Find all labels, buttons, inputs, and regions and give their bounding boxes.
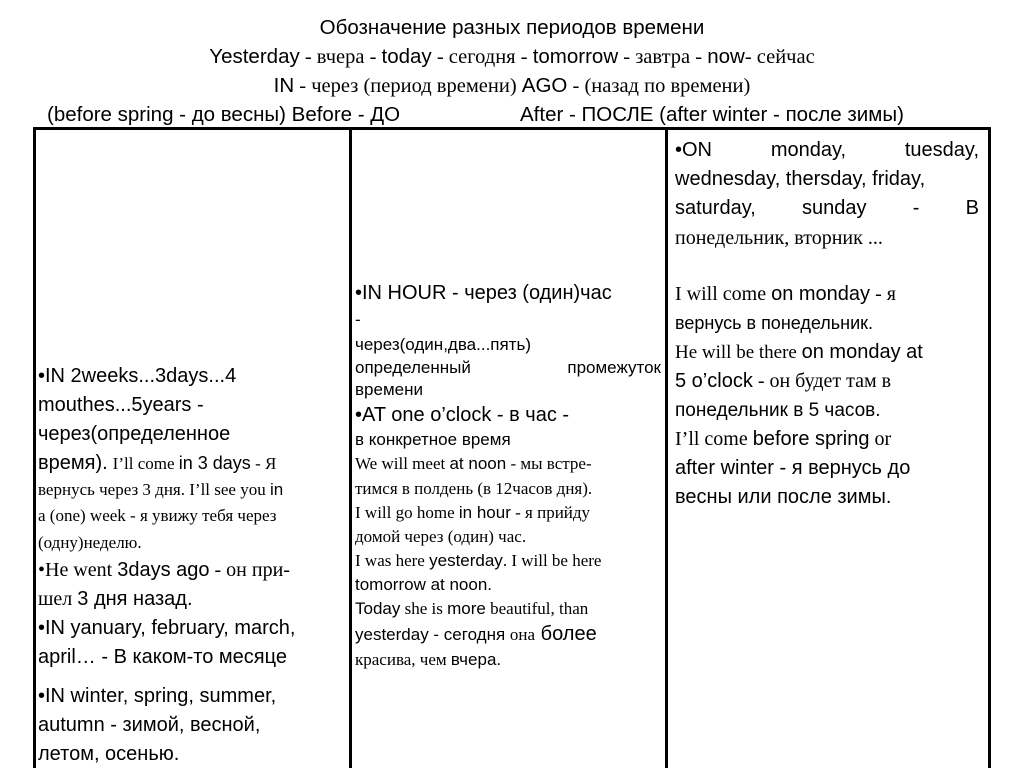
header-term: AGO xyxy=(521,74,568,97)
middle-column xyxy=(355,280,661,700)
text-segment: 3 дня назад. xyxy=(77,588,193,610)
table-right-border xyxy=(988,127,991,768)
text-segment: 3days ago xyxy=(117,559,210,581)
text-segment: - я прийду xyxy=(510,503,591,522)
right-column xyxy=(675,136,979,536)
text-segment: - Я xyxy=(250,454,277,473)
header-translation: - сегодня - xyxy=(431,46,533,68)
text-line xyxy=(38,478,348,502)
text-segment: - я xyxy=(870,283,896,305)
text-line xyxy=(675,194,979,223)
text-line: понедельник в 5 часов. xyxy=(675,400,881,421)
text-segment: вчера. xyxy=(450,650,502,669)
header-translation: - (назад по времени) xyxy=(567,75,751,97)
text-segment: I was here xyxy=(355,551,430,570)
text-segment: •He went xyxy=(38,559,118,581)
middle-bullet-in-hour xyxy=(355,280,661,401)
header-translation: - вчера - xyxy=(299,46,382,68)
table-top-border xyxy=(33,127,991,130)
text-segment: - он будет там в xyxy=(752,370,892,392)
text-segment: sunday xyxy=(802,197,867,219)
title-line xyxy=(0,13,1024,42)
text-line xyxy=(355,648,661,672)
header-term: today xyxy=(381,45,432,68)
text-segment: - сегодня xyxy=(428,625,510,644)
text-segment: - xyxy=(912,197,920,219)
text-line: mouthes...5years - xyxy=(38,394,204,416)
text-line xyxy=(38,449,348,478)
text-line: •IN yanuary, february, march, xyxy=(38,617,296,639)
text-segment: красива, чем xyxy=(355,650,451,669)
header-before-text: (before spring - до весны) Before - ДО xyxy=(47,103,401,126)
text-segment: on monday at xyxy=(801,341,923,363)
text-segment: saturday, xyxy=(675,197,756,219)
text-line: •IN 2weeks...3days...4 xyxy=(38,365,237,387)
text-segment: I will go home xyxy=(355,503,459,522)
text-line: april… - В каком-то месяце xyxy=(38,646,287,668)
text-segment: in hour xyxy=(458,503,511,522)
text-line xyxy=(38,585,348,614)
header-line-3 xyxy=(0,71,1024,101)
text-line xyxy=(355,357,661,379)
text-segment: I will come xyxy=(675,283,772,305)
left-bullet-in-period xyxy=(38,362,348,556)
text-segment: . I will be here xyxy=(502,551,602,570)
text-segment: yesterday xyxy=(355,625,429,644)
text-segment: - мы встре- xyxy=(506,454,592,473)
title-text: Обозначение разных периодов времени xyxy=(319,16,705,39)
text-line xyxy=(355,597,661,621)
text-line: (одну)неделю. xyxy=(38,533,142,552)
right-examples xyxy=(675,280,979,512)
text-line: времени xyxy=(355,380,423,399)
text-line xyxy=(355,549,661,573)
text-segment: промежуток xyxy=(567,358,661,377)
right-bullet-on-days xyxy=(675,136,979,253)
text-line: в конкретное время xyxy=(355,430,511,449)
text-line: •IN winter, spring, summer, xyxy=(38,685,277,707)
header-term: IN xyxy=(273,74,295,97)
text-segment: on monday xyxy=(771,283,871,305)
left-bullet-seasons xyxy=(38,682,348,768)
text-line xyxy=(675,136,979,165)
text-line: через(один,два...пять) xyxy=(355,335,532,354)
text-line: тимся в полдень (в 12часов дня). xyxy=(355,479,593,498)
text-line xyxy=(355,621,661,648)
text-line: wednesday, thersday, friday, xyxy=(675,168,926,190)
text-segment: •ON xyxy=(675,139,713,161)
text-segment: В xyxy=(965,197,979,219)
text-line: - xyxy=(355,310,361,329)
text-line: after winter - я вернусь до xyxy=(675,457,911,479)
text-segment: определенный xyxy=(355,358,471,377)
text-line: понедельник, вторник ... xyxy=(675,227,883,249)
text-segment: - я увижу тебя через xyxy=(125,506,277,525)
text-line: tomorrow at noon. xyxy=(355,575,493,594)
table-left-border xyxy=(33,127,36,768)
header-translation: - сейчас xyxy=(744,46,815,68)
text-line xyxy=(675,280,979,309)
text-line xyxy=(355,451,661,476)
header-term: now xyxy=(707,45,745,68)
text-line xyxy=(675,425,979,454)
text-segment: before spring xyxy=(752,428,870,450)
header-after-text: After - ПОСЛЕ (after winter - после зимы) xyxy=(520,103,904,126)
text-segment: beautiful, than xyxy=(485,599,589,618)
text-line: летом, осенью. xyxy=(38,743,180,765)
text-line: через(определенное xyxy=(38,423,231,445)
text-segment: вернусь через 3 дня. xyxy=(38,480,190,499)
text-line xyxy=(675,367,979,396)
text-segment: she is xyxy=(400,599,448,618)
header-translation: - завтра - xyxy=(618,46,708,68)
table-divider-1 xyxy=(349,127,352,768)
header-line-2 xyxy=(0,42,1024,72)
text-segment: at noon xyxy=(449,454,507,473)
left-bullet-ago xyxy=(38,556,348,614)
text-segment: in 3 days xyxy=(178,453,251,473)
text-line xyxy=(38,502,348,529)
text-segment: - он при- xyxy=(209,559,290,581)
text-line xyxy=(38,556,348,585)
text-segment: monday, xyxy=(770,139,847,161)
text-segment: она xyxy=(509,625,536,644)
text-segment: Today xyxy=(355,599,401,618)
text-line: •IN HOUR - через (один)час xyxy=(355,282,612,304)
text-line: весны или после зимы. xyxy=(675,486,892,508)
text-segment: шел xyxy=(38,588,78,610)
middle-bullet-at xyxy=(355,401,661,672)
text-segment: more xyxy=(447,599,486,618)
text-segment: in xyxy=(269,480,284,499)
text-line: autumn - зимой, весной, xyxy=(38,714,261,736)
text-segment: I’ll come xyxy=(112,454,179,473)
text-segment: I’ll see you xyxy=(189,480,270,499)
text-segment: or xyxy=(869,428,892,450)
left-column xyxy=(38,362,348,768)
text-segment: I’ll come xyxy=(675,428,753,450)
text-line xyxy=(355,501,661,525)
text-segment: время). xyxy=(38,452,108,474)
header-term: tomorrow xyxy=(532,45,619,68)
text-segment: более xyxy=(535,623,597,645)
text-line: •AT one o’clock - в час - xyxy=(355,404,570,426)
text-segment: yesterday xyxy=(429,551,503,570)
text-segment: He will be there xyxy=(675,342,802,363)
text-segment: a (one) week xyxy=(38,506,126,525)
text-line: вернусь в понедельник. xyxy=(675,313,874,333)
header-translation: - через (период времени) xyxy=(294,75,522,97)
left-bullet-months xyxy=(38,614,348,672)
text-segment: 5 o’clock xyxy=(675,370,753,392)
table-divider-2 xyxy=(665,127,668,768)
header-term: Yesterday xyxy=(209,45,300,68)
text-segment: tuesday, xyxy=(904,139,979,161)
text-line: домой через (один) час. xyxy=(355,527,527,546)
text-segment: We will meet xyxy=(355,454,450,473)
text-line xyxy=(675,338,979,367)
